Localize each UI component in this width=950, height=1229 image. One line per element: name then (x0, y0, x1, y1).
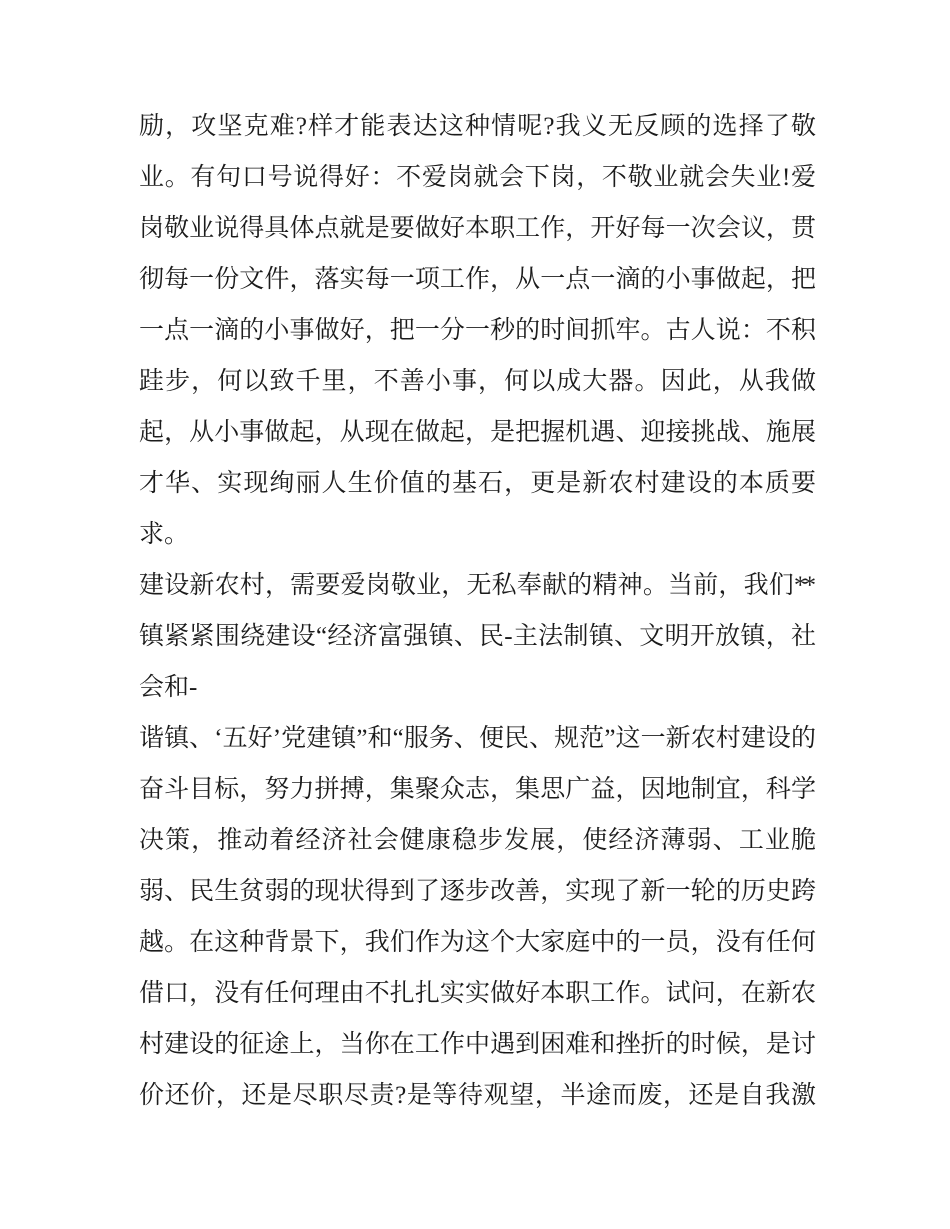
text-line: 谐镇、‘五好’党建镇”和“服务、便民、规范”这一新农村建设的 (139, 725, 813, 752)
text-line: 彻每一份文件，落实每一项工作，从一点一滴的小事做起，把 (139, 266, 813, 293)
document-text-block (139, 101, 813, 1121)
text-line: 励，攻坚克难?样才能表达这种情呢?我义无反顾的选择了敬 (139, 113, 813, 140)
text-line: 弱、民生贫弱的现状得到了逐步改善，实现了新一轮的历史跨 (139, 878, 813, 905)
text-line: 业。有句口号说得好：不爱岗就会下岗，不敬业就会失业!爱 (139, 164, 813, 191)
text-line: 一点一滴的小事做好，把一分一秒的时间抓牢。古人说：不积 (139, 317, 813, 344)
text-line: 才华、实现绚丽人生价值的基石，更是新农村建设的本质要 (139, 470, 813, 497)
text-line: 借口，没有任何理由不扎扎实实做好本职工作。试问，在新农 (139, 980, 813, 1007)
text-line: 镇紧紧围绕建设“经济富强镇、民-主法制镇、文明开放镇，社 (139, 623, 813, 650)
text-line-paragraph-end: 会和- (139, 674, 198, 701)
text-line: 岗敬业说得具体点就是要做好本职工作，开好每一次会议，贯 (139, 215, 813, 242)
text-line: 起，从小事做起，从现在做起，是把握机遇、迎接挑战、施展 (139, 419, 813, 446)
text-line: 价还价，还是尽职尽责?是等待观望，半途而废，还是自我激 (139, 1082, 813, 1109)
text-line-paragraph-end: 求。 (139, 521, 190, 548)
text-line: 村建设的征途上，当你在工作中遇到困难和挫折的时候，是讨 (139, 1031, 813, 1058)
text-line: 决策，推动着经济社会健康稳步发展，使经济薄弱、工业脆 (139, 827, 813, 854)
text-line: 跬步，何以致千里，不善小事，何以成大器。因此，从我做 (139, 368, 813, 395)
text-line: 越。在这种背景下，我们作为这个大家庭中的一员，没有任何 (139, 929, 813, 956)
text-line: 建设新农村，需要爱岗敬业，无私奉献的精神。当前，我们** (139, 572, 813, 599)
text-line: 奋斗目标，努力拼搏，集聚众志，集思广益，因地制宜，科学 (139, 776, 813, 803)
